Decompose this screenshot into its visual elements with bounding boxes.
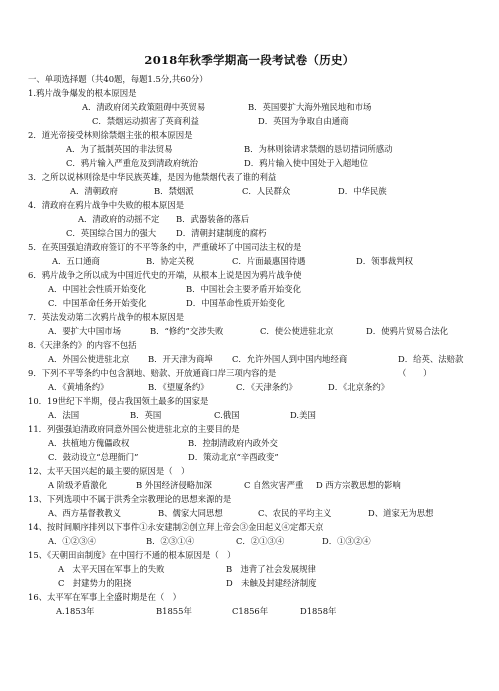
question-15-stem: 15、《天朝田亩制度》在中国行不通的根本原因是（ ） bbox=[28, 550, 236, 560]
question-12-option-a: A 阶级矛盾激化 bbox=[48, 480, 107, 490]
question-13-option-c: C、农民的平均主义 bbox=[258, 508, 332, 518]
question-7-option-d: D．使鸦片贸易合法化 bbox=[366, 326, 449, 336]
question-9-option-c: C．《天津条约》 bbox=[236, 382, 297, 392]
question-6-stem: 6．鸦片战争之所以成为中国近代史的开端，从根本上说是因为鸦片战争使 bbox=[28, 270, 302, 280]
question-4-option-a: A．清政府的动摇不定 bbox=[78, 214, 160, 224]
question-7-option-c: C．使公使进驻北京 bbox=[260, 326, 334, 336]
question-2-option-a: A．为了抵制英国的非法贸易 bbox=[66, 144, 173, 154]
question-5-option-c: C．片面最惠国待遇 bbox=[232, 256, 306, 266]
question-13-stem: 13、下列选项中不属于洪秀全宗教理论的思想来源的是 bbox=[28, 494, 232, 504]
question-15-option-d: D 未触及封建经济制度 bbox=[226, 578, 317, 588]
question-16-stem: 16、太平军在军事上全盛时期是在（ ） bbox=[28, 592, 182, 602]
question-13-option-a: A、西方基督教教义 bbox=[48, 508, 122, 518]
page-title: 2018年秋季学期高一段考试卷（历史） bbox=[144, 53, 355, 67]
question-11-stem: 11．列强强迫清政府同意外国公使进驻北京的主要目的是 bbox=[28, 424, 240, 434]
question-12-option-c: C 自然灾害严重 bbox=[244, 480, 304, 490]
question-10-option-b: B．英国 bbox=[130, 410, 162, 420]
question-4-option-b: B．武器装备的落后 bbox=[176, 214, 250, 224]
question-12-option-d: D 西方宗教思想的影响 bbox=[316, 480, 401, 490]
question-16-option-b: B1855年 bbox=[156, 606, 192, 616]
question-8-option-c: C．允许外国人到中国内地经商 bbox=[232, 354, 348, 364]
question-9-option-a: A．《黄埔条约》 bbox=[48, 382, 109, 392]
question-10-option-a: A．法国 bbox=[48, 410, 80, 420]
question-7-option-a: A．要扩大中国市场 bbox=[48, 326, 122, 336]
question-8-option-a: A．外国公使进驻北京 bbox=[48, 354, 130, 364]
question-9-stem: 9．下列不平等条约中包含割地、赔款、开放通商口岸三项内容的是 bbox=[28, 368, 277, 378]
question-14-option-c: C．②①③④ bbox=[236, 536, 285, 546]
question-10-option-d: D.美国 bbox=[290, 410, 316, 420]
question-16-option-c: C1856年 bbox=[232, 606, 269, 616]
question-14-option-a: A．①②③④ bbox=[48, 536, 96, 546]
question-3-stem: 3．之所以说林则徐是中华民族英雄，是因为他禁烟代表了谁的利益 bbox=[28, 172, 277, 182]
question-8-option-b: B．开天津为商埠 bbox=[148, 354, 213, 364]
question-12-option-b: B 外国经济侵略加深 bbox=[136, 480, 212, 490]
question-6-option-d: D．中国革命性质开始变化 bbox=[186, 298, 285, 308]
question-3-option-d: D．中华民族 bbox=[338, 186, 387, 196]
question-14-stem: 14、按时间顺序排列以下事件①永安建制②创立拜上帝会③金田起义④定都天京 bbox=[28, 522, 324, 532]
question-2-stem: 2．道光帝接受林则徐禁烟主张的根本原因是 bbox=[28, 130, 193, 140]
question-5-stem: 5．在英国强迫清政府签订的不平等条约中，严重破坏了中国司法主权的是 bbox=[28, 242, 302, 252]
question-15-option-c: C 封建势力的阻挠 bbox=[58, 578, 132, 588]
question-1-option-a: A．清政府闭关政策阻碍中英贸易 bbox=[82, 102, 206, 112]
question-5-option-a: A．五口通商 bbox=[52, 256, 100, 266]
question-1-option-c: C．禁烟运动损害了英商利益 bbox=[92, 116, 199, 126]
question-6-option-c: C．中国革命任务开始变化 bbox=[48, 298, 147, 308]
question-11-option-c: C．鼓动设立“总理衙门” bbox=[48, 452, 139, 462]
question-10-stem: 10．19世纪下半期，侵占我国领土最多的国家是 bbox=[28, 396, 209, 406]
question-14-option-d: D．①③②④ bbox=[322, 536, 371, 546]
question-10-option-c: C.俄国 bbox=[214, 410, 240, 420]
answer-blank: （ ） bbox=[398, 368, 432, 378]
question-6-option-b: B．中国社会主要矛盾开始变化 bbox=[186, 284, 302, 294]
question-4-stem: 4．清政府在鸦片战争中失败的根本原因是 bbox=[28, 200, 185, 210]
question-3-option-c: C．人民群众 bbox=[242, 186, 291, 196]
question-8-option-d: D．给英、法赔款 bbox=[398, 354, 464, 364]
question-8-stem: 8.《天津条约》的内容不包括 bbox=[28, 340, 137, 350]
question-13-option-b: B、儒家大同思想 bbox=[158, 508, 223, 518]
question-4-option-c: C．英国综合国力的强大 bbox=[66, 228, 157, 238]
question-2-option-b: B．为林则徐请求禁烟的恳切措词所感动 bbox=[244, 144, 393, 154]
question-2-option-d: D．鸦片输入使中国处于入超地位 bbox=[244, 158, 368, 168]
question-11-option-b: B．控制清政府内政外交 bbox=[188, 438, 278, 448]
question-4-option-d: D．清朝封建制度的腐朽 bbox=[176, 228, 267, 238]
question-3-option-b: B．禁烟派 bbox=[154, 186, 194, 196]
section-heading: 一、单项选择题（共40题，每题1.5分,共60分） bbox=[28, 74, 208, 84]
question-15-option-b: B 违背了社会发展规律 bbox=[226, 564, 316, 574]
question-5-option-b: B．协定关税 bbox=[146, 256, 195, 266]
question-7-stem: 7．英法发动第二次鸦片战争的根本原因是 bbox=[28, 312, 185, 322]
question-16-option-a: A.1853年 bbox=[56, 606, 95, 616]
question-1-option-d: D．英国为争取自由通商 bbox=[258, 116, 349, 126]
question-7-option-b: B．“修约”交涉失败 bbox=[150, 326, 224, 336]
question-2-option-c: C．鸦片输入严重危及到清政府统治 bbox=[66, 158, 199, 168]
question-9-option-d: D．《北京条约》 bbox=[328, 382, 390, 392]
question-15-option-a: A 太平天国在军事上的失败 bbox=[58, 564, 165, 574]
question-1-stem: 1.鸦片战争爆发的根本原因是 bbox=[28, 88, 137, 98]
question-6-option-a: A．中国社会性质开始变化 bbox=[48, 284, 147, 294]
question-16-option-d: D1858年 bbox=[300, 606, 337, 616]
question-11-option-d: D．策动北京“辛酉政变” bbox=[188, 452, 279, 462]
question-13-option-d: D、道家无为思想 bbox=[368, 508, 434, 518]
question-5-option-d: D．领事裁判权 bbox=[356, 256, 413, 266]
question-1-option-b: B．英国要扩大海外殖民地和市场 bbox=[248, 102, 372, 112]
question-9-option-b: B．《望厦条约》 bbox=[148, 382, 209, 392]
question-12-stem: 12、太平天国兴起的最主要的原因是（ ） bbox=[28, 466, 190, 476]
question-3-option-a: A．清朝政府 bbox=[70, 186, 118, 196]
question-14-option-b: B．②③①④ bbox=[146, 536, 195, 546]
question-11-option-a: A．扶植地方傀儡政权 bbox=[48, 438, 130, 448]
